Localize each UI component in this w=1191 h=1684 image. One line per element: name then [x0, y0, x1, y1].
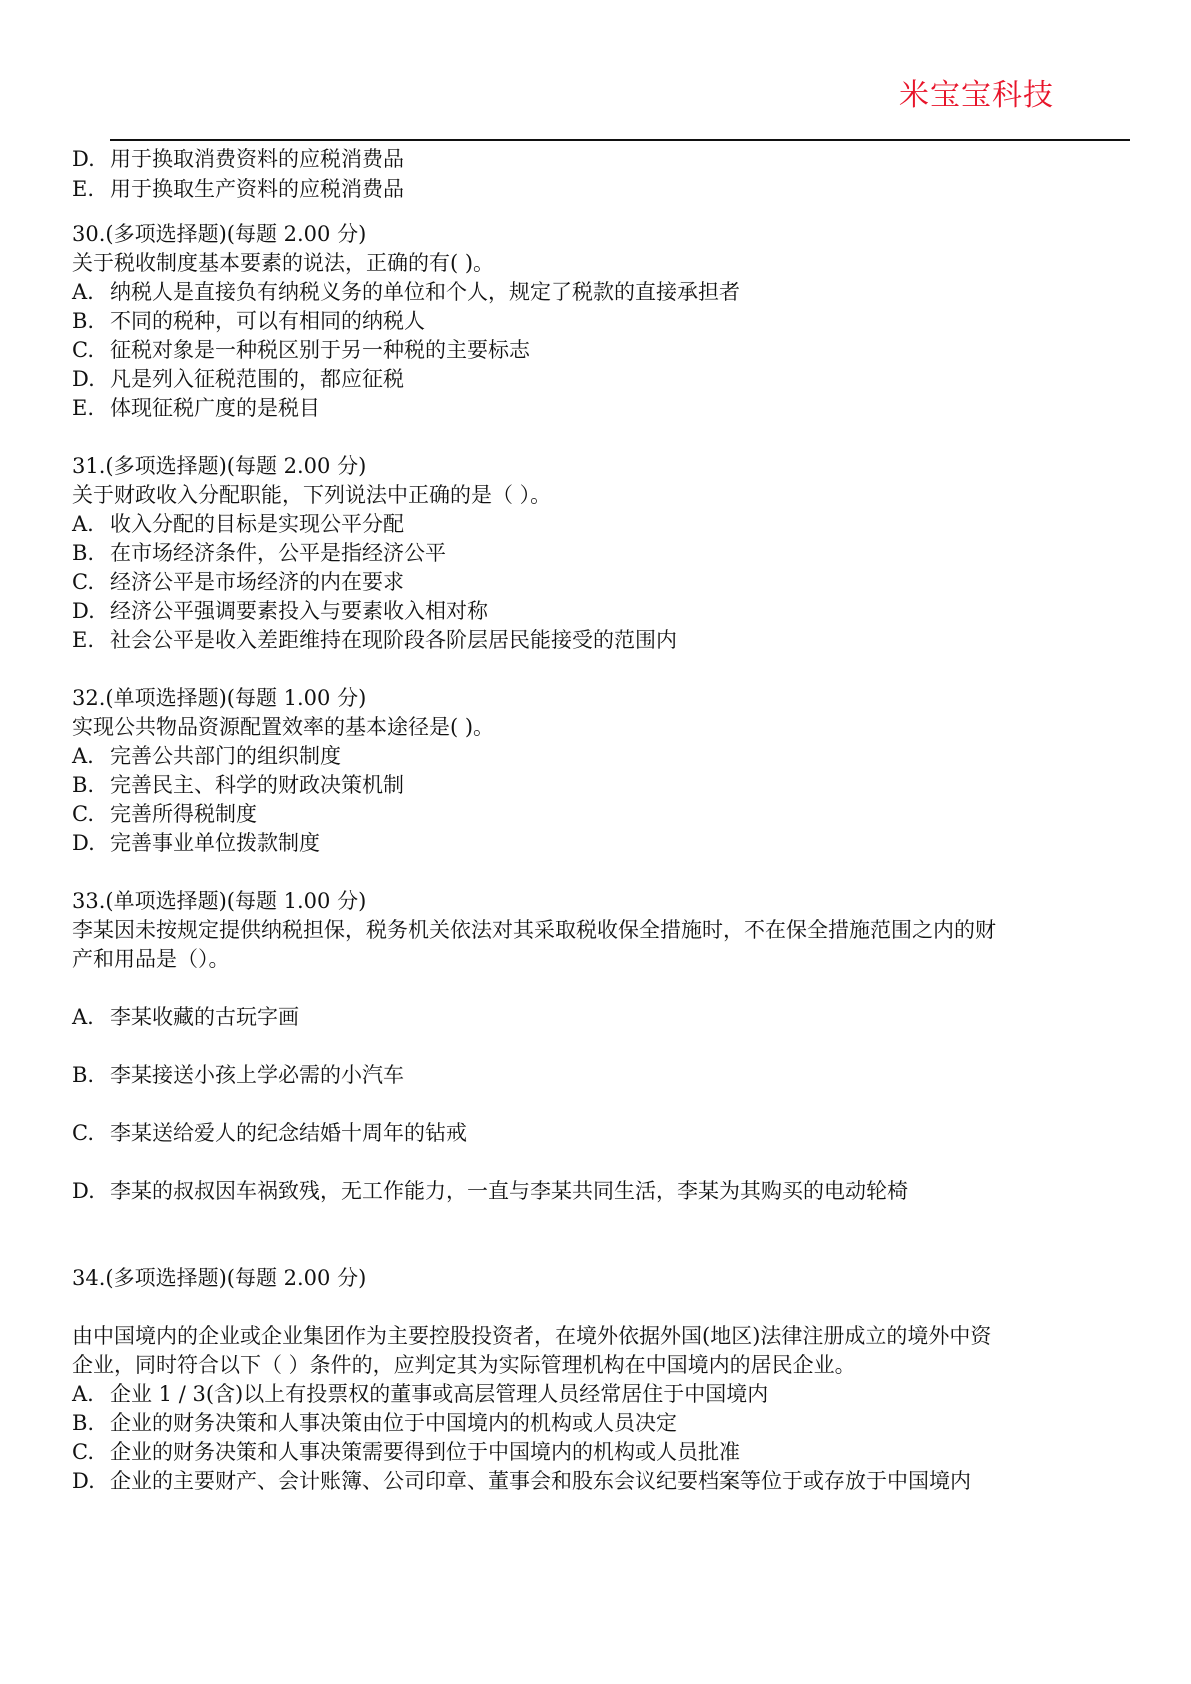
line-text: 经济公平强调要素投入与要素收入相对称: [110, 599, 488, 623]
question-text: [72, 451, 366, 481]
answer-option: [72, 364, 404, 394]
line-text: 体现征税广度的是税目: [110, 396, 320, 420]
option-label: A.: [72, 1005, 94, 1029]
question-text: [72, 1350, 856, 1380]
line-text: 完善事业单位拨款制度: [110, 831, 320, 855]
line-text: 在市场经济条件，公平是指经济公平: [110, 541, 446, 565]
line-text: 关于税收制度基本要素的说法，正确的有( )。: [72, 251, 495, 275]
answer-option: [72, 596, 488, 626]
option-label: C.: [72, 1440, 94, 1464]
line-text: 33.(单项选择题)(每题 1.00 分): [72, 889, 367, 913]
answer-option: [72, 277, 740, 307]
option-label: E.: [72, 177, 95, 201]
question-text: [72, 915, 996, 945]
line-text: 征税对象是一种税区别于另一种税的主要标志: [110, 338, 530, 362]
option-label: A.: [72, 744, 94, 768]
line-text: 31.(多项选择题)(每题 2.00 分): [72, 454, 367, 478]
line-text: 李某收藏的古玩字画: [110, 1005, 299, 1029]
line-text: 李某因未按规定提供纳税担保，税务机关依法对其采取税收保全措施时，不在保全措施范围之内的财: [72, 918, 996, 942]
line-text: 完善民主、科学的财政决策机制: [110, 773, 404, 797]
answer-option: [72, 509, 404, 539]
option-label: D.: [72, 147, 95, 171]
option-label: D.: [72, 599, 95, 623]
line-text: 用于换取生产资料的应税消费品: [110, 177, 404, 201]
question-text: [72, 944, 230, 974]
line-text: 纳税人是直接负有纳税义务的单位和个人，规定了税款的直接承担者: [110, 280, 740, 304]
option-label: C.: [72, 338, 94, 362]
answer-option: [72, 1408, 677, 1438]
question-text: [72, 1263, 366, 1293]
line-text: 李某的叔叔因车祸致残，无工作能力，一直与李某共同生活，李某为其购买的电动轮椅: [110, 1179, 908, 1203]
option-label: A.: [72, 1382, 94, 1406]
line-text: 34.(多项选择题)(每题 2.00 分): [72, 1266, 367, 1290]
answer-option: [72, 1176, 908, 1206]
line-text: 经济公平是市场经济的内在要求: [110, 570, 404, 594]
option-label: D.: [72, 1179, 95, 1203]
answer-option: [72, 1118, 467, 1148]
line-text: 产和用品是（）。: [72, 947, 230, 971]
option-label: B.: [72, 1063, 95, 1087]
question-text: [72, 886, 366, 916]
option-label: B.: [72, 773, 95, 797]
line-text: 企业的主要财产、会计账簿、公司印章、董事会和股东会议纪要档案等位于或存放于中国境内: [110, 1469, 971, 1493]
line-text: 社会公平是收入差距维持在现阶段各阶层居民能接受的范围内: [110, 628, 677, 652]
option-label: B.: [72, 1411, 95, 1435]
answer-option: [72, 828, 320, 858]
option-label: E.: [72, 396, 95, 420]
answer-option: [72, 1466, 971, 1496]
question-text: [72, 480, 551, 510]
line-text: 凡是列入征税范围的，都应征税: [110, 367, 404, 391]
answer-option: [72, 306, 425, 336]
question-text: [72, 219, 366, 249]
line-text: 企业，同时符合以下（ ）条件的，应判定其为实际管理机构在中国境内的居民企业。: [72, 1353, 856, 1377]
line-text: 完善公共部门的组织制度: [110, 744, 341, 768]
line-text: 不同的税种，可以有相同的纳税人: [110, 309, 425, 333]
answer-option: [72, 174, 404, 204]
line-text: 实现公共物品资源配置效率的基本途径是( )。: [72, 715, 495, 739]
line-text: 关于财政收入分配职能，下列说法中正确的是（ ）。: [72, 483, 552, 507]
line-text: 30.(多项选择题)(每题 2.00 分): [72, 222, 367, 246]
line-text: 32.(单项选择题)(每题 1.00 分): [72, 686, 367, 710]
answer-option: [72, 741, 341, 771]
option-label: A.: [72, 280, 94, 304]
answer-option: [72, 538, 446, 568]
option-label: D.: [72, 1469, 95, 1493]
line-text: 李某接送小孩上学必需的小汽车: [110, 1063, 404, 1087]
option-label: B.: [72, 541, 95, 565]
question-text: [72, 1321, 991, 1351]
answer-option: [72, 1379, 768, 1409]
option-label: E.: [72, 628, 95, 652]
question-text: [72, 712, 494, 742]
line-text: 用于换取消费资料的应税消费品: [110, 147, 404, 171]
option-label: C.: [72, 802, 94, 826]
option-label: C.: [72, 570, 94, 594]
brand-logo-text: 米宝宝科技: [899, 78, 1054, 113]
option-label: B.: [72, 309, 95, 333]
header-rule: [110, 139, 1130, 141]
answer-option: [72, 1002, 299, 1032]
line-text: 完善所得税制度: [110, 802, 257, 826]
line-text: 企业 1 / 3(含)以上有投票权的董事或高层管理人员经常居住于中国境内: [110, 1382, 769, 1406]
option-label: A.: [72, 512, 94, 536]
answer-option: [72, 335, 530, 365]
answer-option: [72, 625, 677, 655]
line-text: 企业的财务决策和人事决策需要得到位于中国境内的机构或人员批准: [110, 1440, 740, 1464]
line-text: 李某送给爱人的纪念结婚十周年的钻戒: [110, 1121, 467, 1145]
line-text: 企业的财务决策和人事决策由位于中国境内的机构或人员决定: [110, 1411, 677, 1435]
option-label: D.: [72, 367, 95, 391]
option-label: D.: [72, 831, 95, 855]
answer-option: [72, 567, 404, 597]
line-text: 收入分配的目标是实现公平分配: [110, 512, 404, 536]
answer-option: [72, 393, 320, 423]
question-text: [72, 248, 494, 278]
answer-option: [72, 799, 257, 829]
answer-option: [72, 770, 404, 800]
option-label: C.: [72, 1121, 94, 1145]
answer-option: [72, 1437, 740, 1467]
line-text: 由中国境内的企业或企业集团作为主要控股投资者，在境外依据外国(地区)法律注册成立的境外中资: [72, 1324, 992, 1348]
question-text: [72, 683, 366, 713]
answer-option: [72, 144, 404, 174]
answer-option: [72, 1060, 404, 1090]
